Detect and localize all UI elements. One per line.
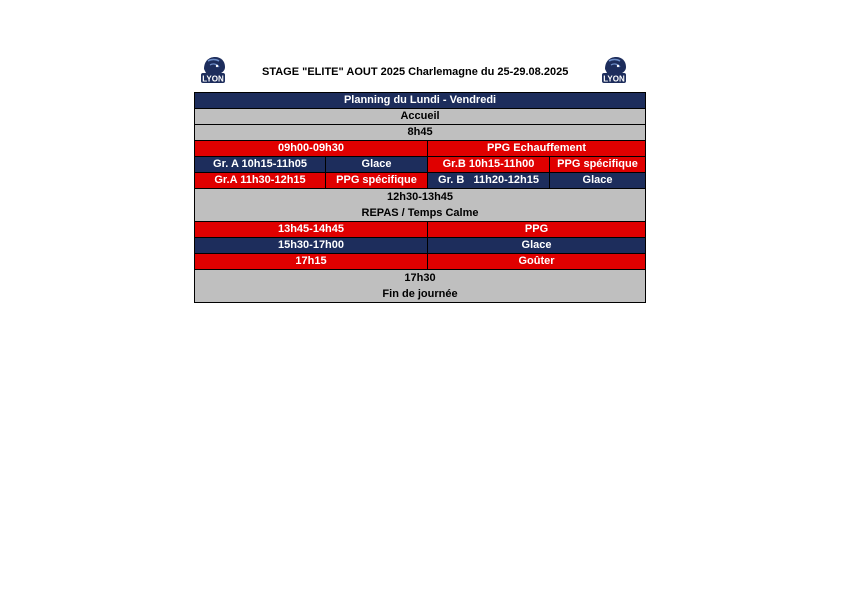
ice-time-cell: 15h30-17h00 — [195, 238, 428, 254]
table-row — [195, 270, 646, 303]
group-a-session-1-activity: Glace — [326, 157, 428, 173]
group-b-session-2-time: Gr. B 11h20-12h15 — [428, 173, 550, 189]
lunch-cell — [195, 189, 646, 222]
group-a-session-2-time: Gr.A 11h30-12h15 — [195, 173, 326, 189]
snack-label-cell: Goûter — [428, 254, 646, 270]
group-b-session-2-activity: Glace — [550, 173, 646, 189]
accueil-cell: Accueil — [195, 109, 646, 125]
lyon-logo-right — [599, 55, 629, 87]
group-a-session-1-time: Gr. A 10h15-11h05 — [195, 157, 326, 173]
svg-text:LYON: LYON — [202, 74, 224, 84]
end-cell — [195, 270, 646, 303]
schedule-table — [194, 92, 646, 303]
table-row — [195, 254, 646, 270]
group-a-session-2-activity: PPG spécifique — [326, 173, 428, 189]
lunch-time: 12h30-13h45 — [387, 191, 454, 203]
table-row — [195, 157, 646, 173]
table-row — [195, 93, 646, 109]
ppg-time-cell: 13h45-14h45 — [195, 222, 428, 238]
page-title: STAGE "ELITE" AOUT 2025 Charlemagne du 25-29.08.2025 — [262, 66, 569, 78]
table-row — [195, 141, 646, 157]
table-row — [195, 125, 646, 141]
lyon-logo-left — [198, 55, 228, 87]
accueil-time-cell: 8h45 — [195, 125, 646, 141]
end-time: 17h30 — [404, 272, 436, 284]
schedule-heading: Planning du Lundi - Vendredi — [195, 93, 646, 109]
group-b-session-1-activity: PPG spécifique — [550, 157, 646, 173]
ice-label-cell: Glace — [428, 238, 646, 254]
warmup-label-cell: PPG Echauffement — [428, 141, 646, 157]
table-row — [195, 238, 646, 254]
group-b-session-1-time: Gr.B 10h15-11h00 — [428, 157, 550, 173]
table-row — [195, 222, 646, 238]
ppg-label-cell: PPG — [428, 222, 646, 238]
snack-time-cell: 17h15 — [195, 254, 428, 270]
table-row — [195, 173, 646, 189]
end-label: Fin de journée — [382, 288, 458, 300]
table-row — [195, 109, 646, 125]
table-row — [195, 189, 646, 222]
lunch-label: REPAS / Temps Calme — [361, 207, 479, 219]
svg-text:LYON: LYON — [603, 74, 625, 84]
warmup-time-cell: 09h00-09h30 — [195, 141, 428, 157]
